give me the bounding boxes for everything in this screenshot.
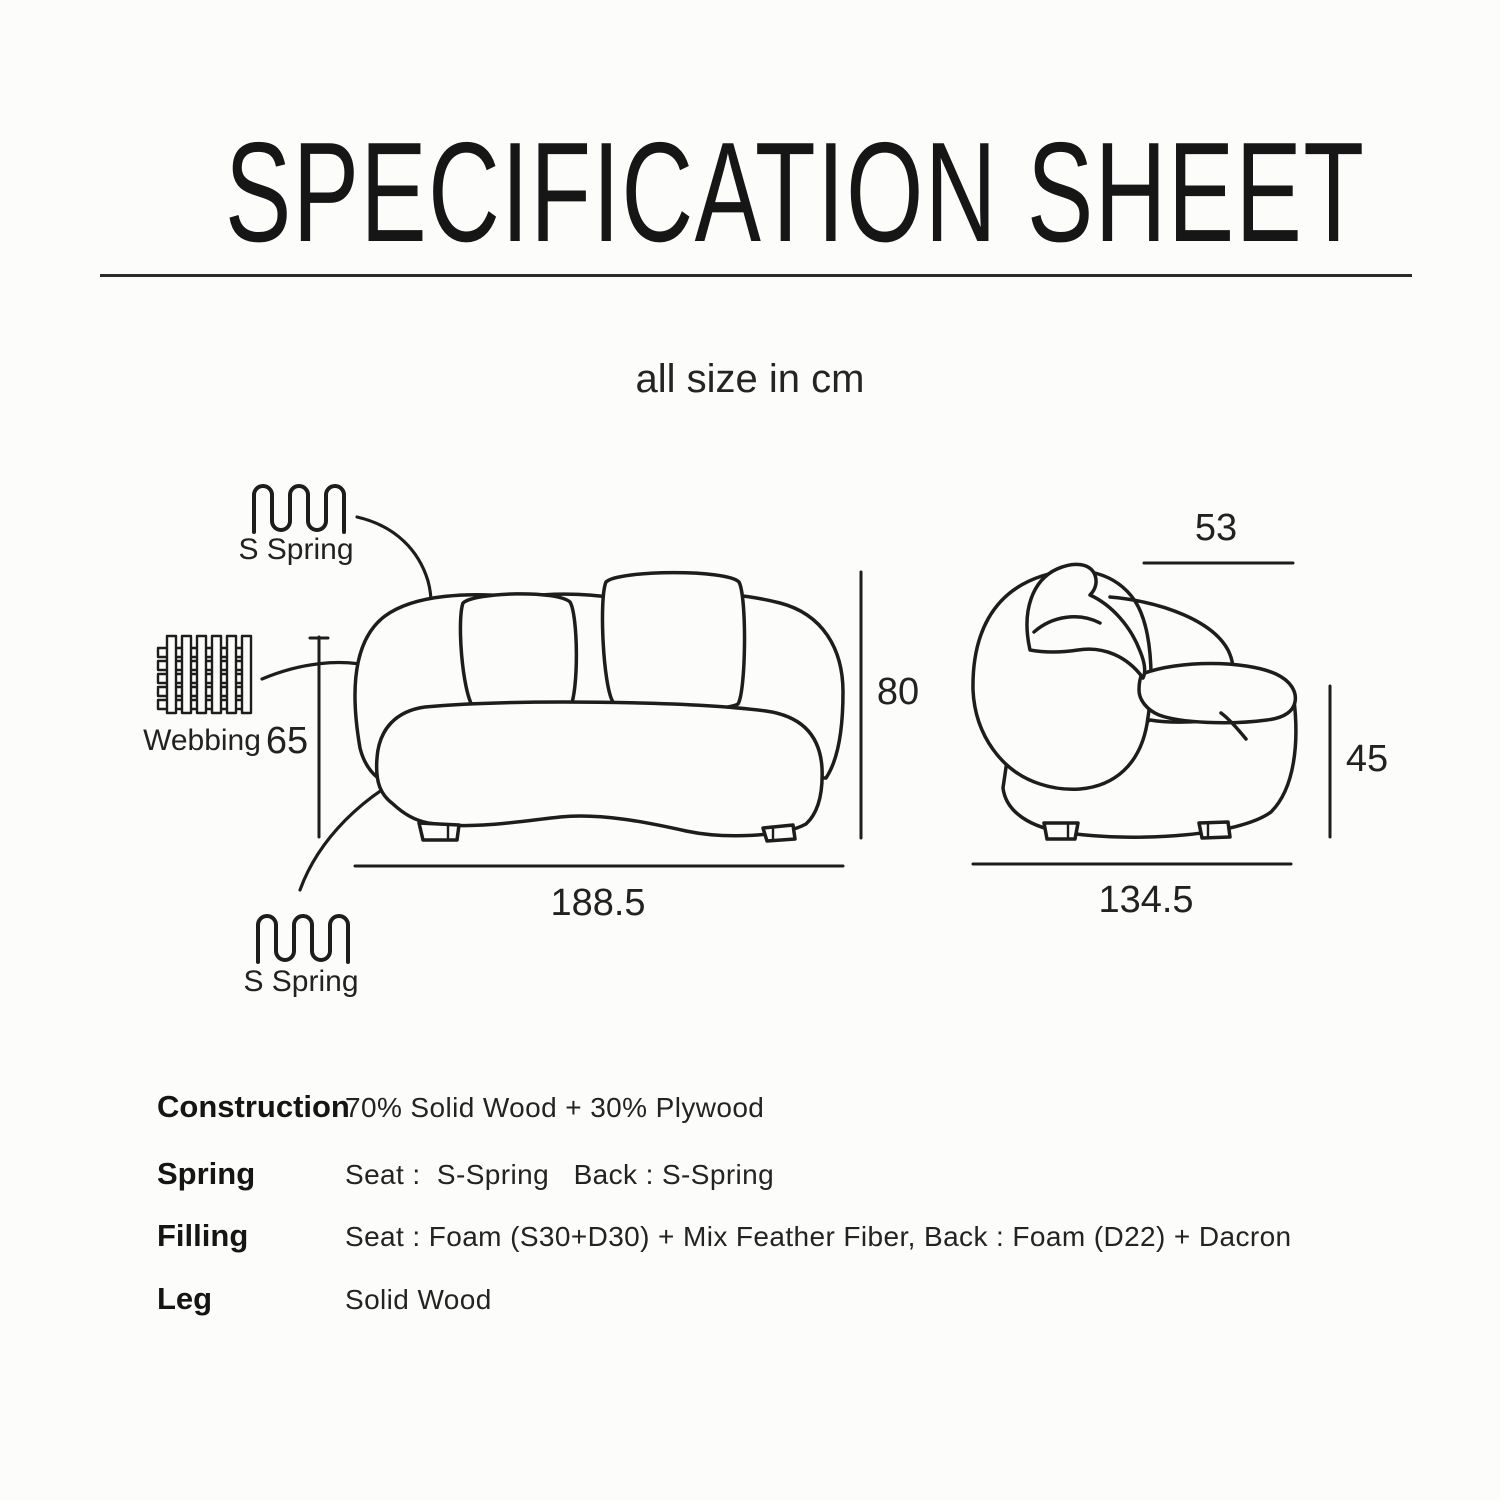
s-spring-icon-top: [254, 486, 344, 532]
spec-row-filling: [150, 1216, 1450, 1256]
spec-label: Construction: [157, 1089, 350, 1124]
page-title: SPECIFICATION SHEET: [225, 113, 1366, 272]
s-spring-label-bottom: S Spring: [243, 965, 359, 998]
s-spring-label-top: S Spring: [238, 533, 354, 566]
unit-note: all size in cm: [635, 357, 865, 401]
sofa-side-view-drawing: [973, 564, 1296, 839]
webbing-icon: [158, 636, 251, 713]
dim-label-seat-height-65: 65: [265, 720, 309, 762]
spec-value: Seat : Foam (S30+D30) + Mix Feather Fiber, Back : Foam (D22) + Dacron: [345, 1221, 1292, 1252]
spec-label: Filling: [157, 1218, 249, 1253]
sofa-front-view-drawing: [355, 573, 843, 841]
side-seat-cushion: [1139, 664, 1295, 723]
webbing-label: Webbing: [143, 724, 261, 757]
spec-value: Solid Wood: [345, 1284, 492, 1315]
dim-label-depth-134-5: 134.5: [1098, 879, 1194, 921]
spec-value: Seat : S-Spring Back : S-Spring: [345, 1159, 775, 1190]
dim-label-width-188-5: 188.5: [550, 882, 646, 924]
spec-label: Spring: [157, 1156, 256, 1191]
back-pillow-left: [460, 594, 576, 714]
dim-label-total-height-80: 80: [876, 671, 920, 713]
dim-label-back-width-53: 53: [1194, 507, 1238, 549]
s-spring-icon-bottom: [258, 916, 348, 962]
spec-value: 70% Solid Wood + 30% Plywood: [345, 1092, 765, 1123]
seat-cushion: [377, 702, 823, 836]
spec-row-spring: [150, 1154, 1450, 1194]
spec-label: Leg: [157, 1281, 213, 1316]
dim-label-seat-height-45: 45: [1345, 738, 1389, 780]
spec-row-construction: [150, 1087, 1450, 1127]
spec-row-leg: [150, 1279, 1450, 1319]
back-pillow-right: [602, 573, 744, 710]
